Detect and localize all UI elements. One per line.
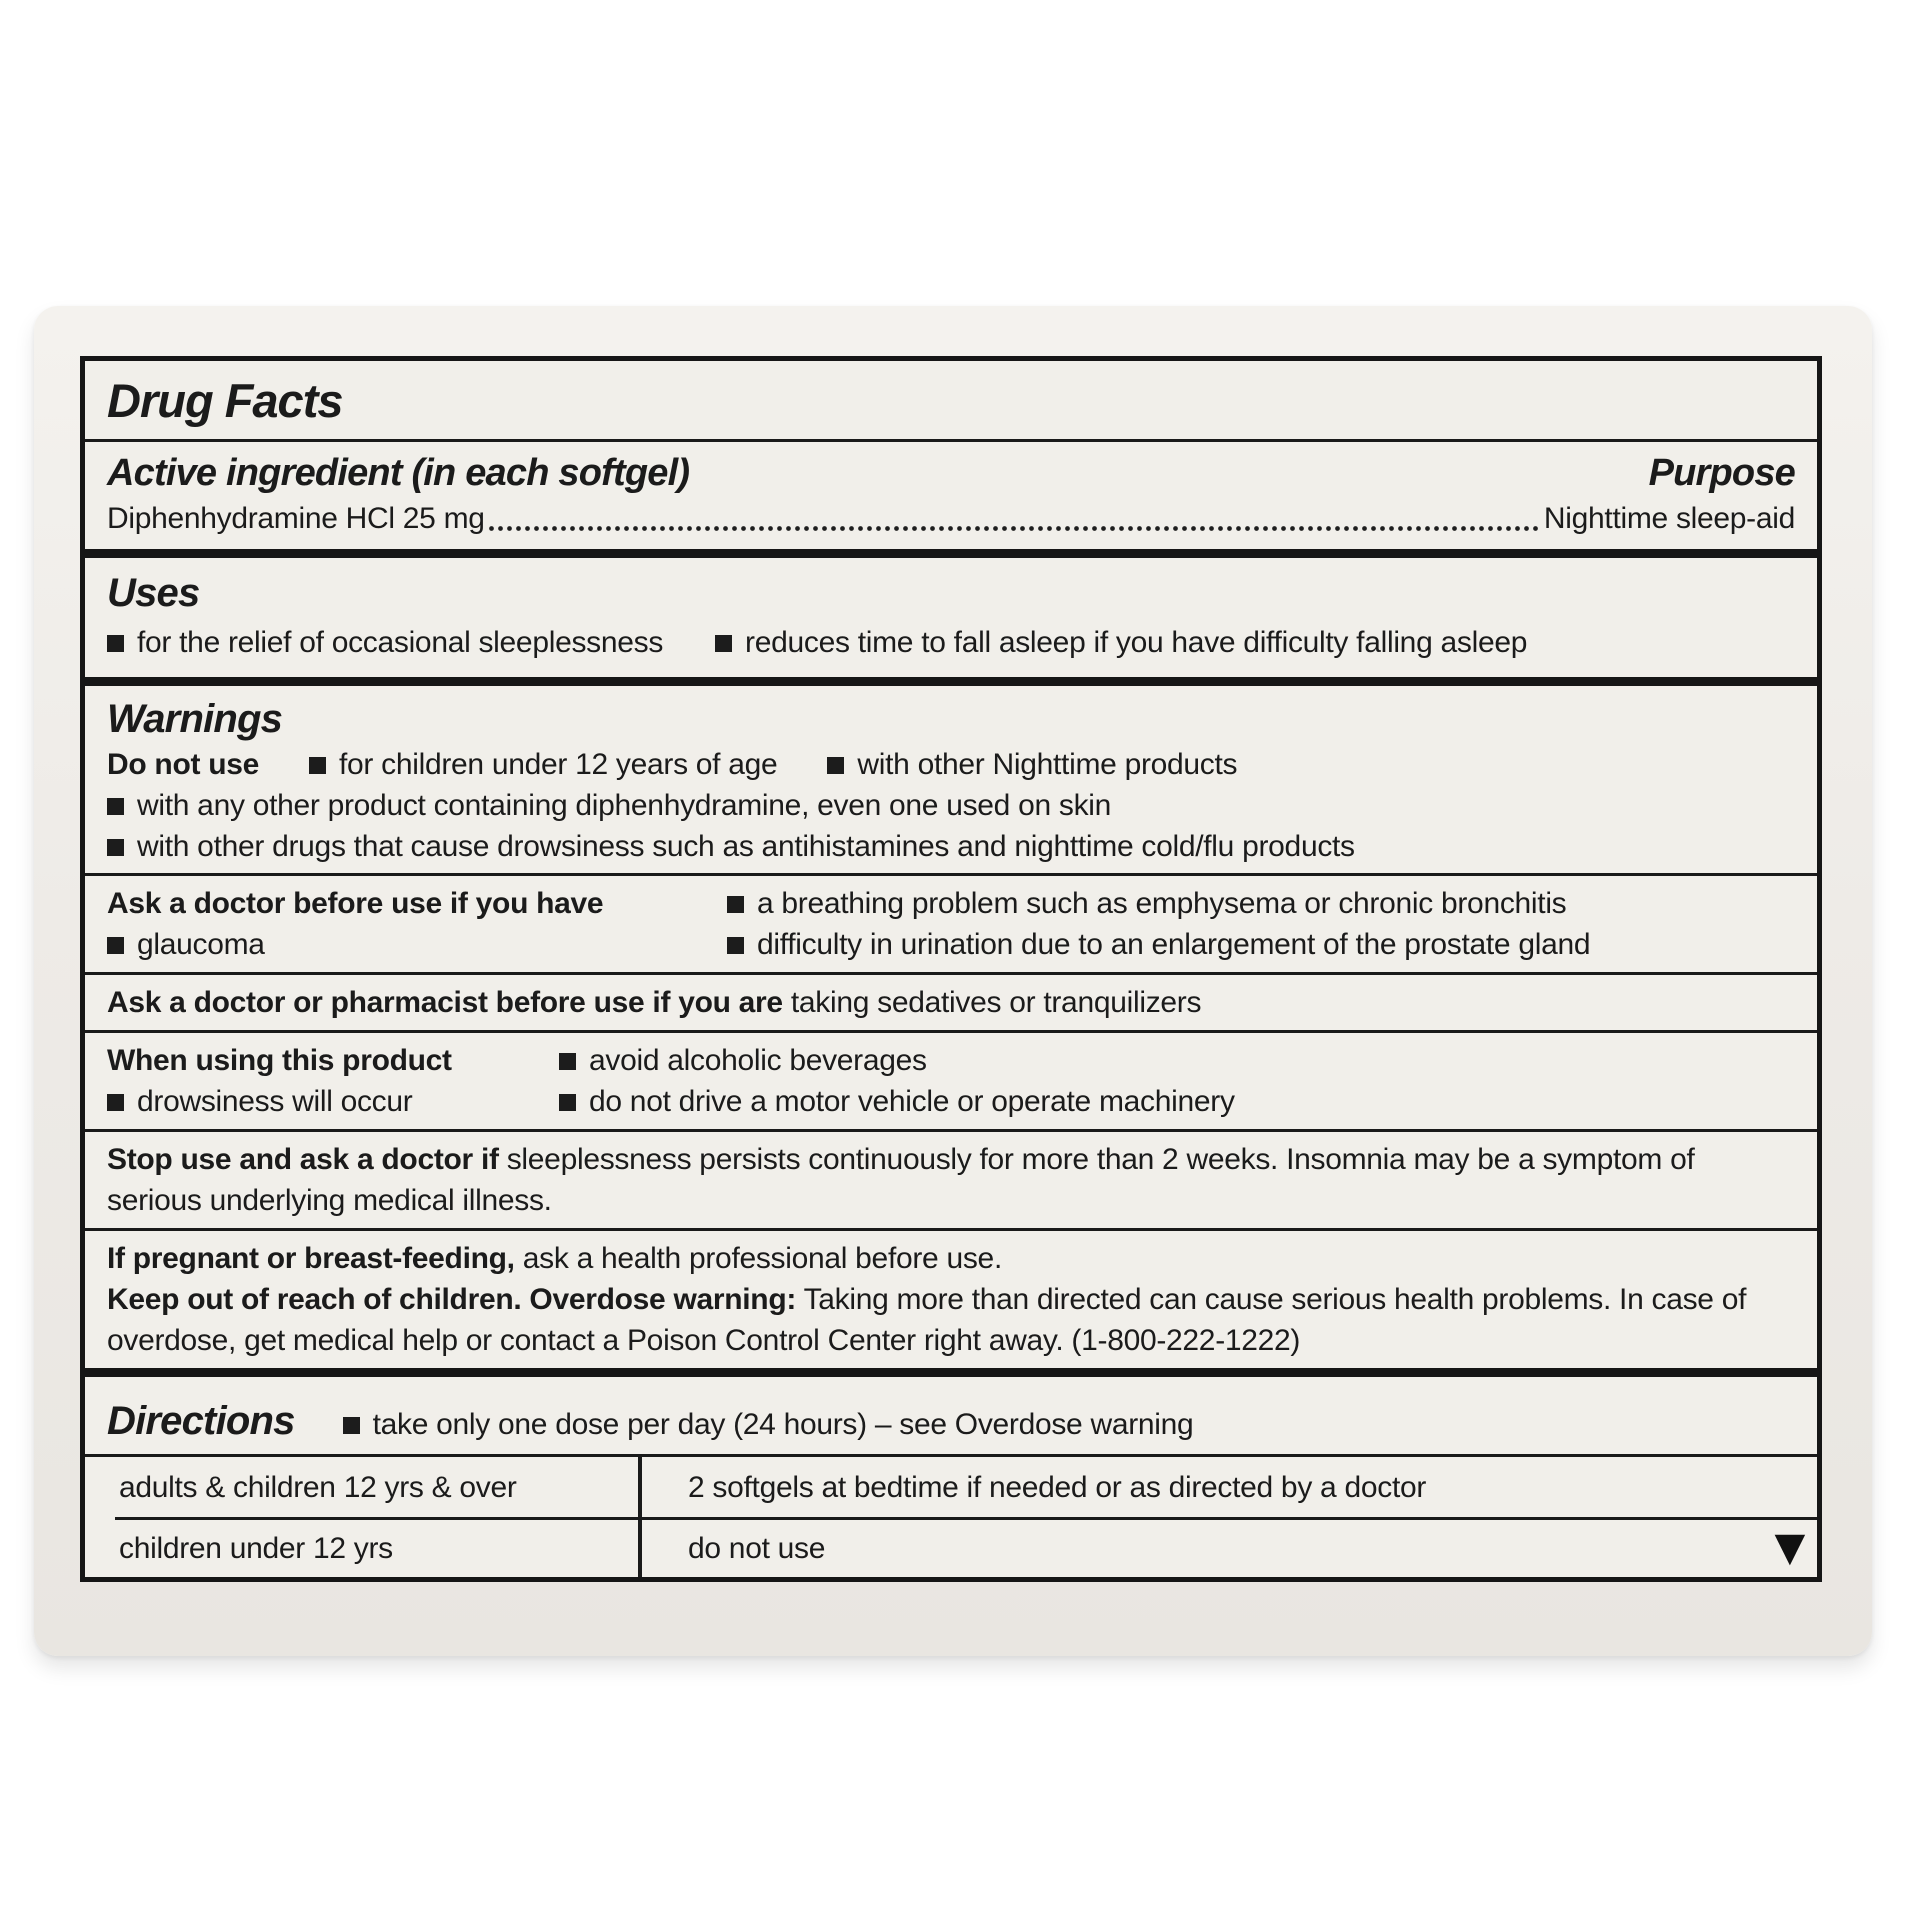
warning-bullet <box>107 1081 559 1122</box>
warning-bullet <box>559 1040 1795 1081</box>
dose-text: do not use <box>688 1532 826 1565</box>
drug-facts-panel <box>80 356 1822 1582</box>
ask-doctor-block <box>85 876 1817 972</box>
keep-out-text: Taking more than directed can cause serious health problems. In case of overdose, get medical help or contact a Poison Control Center right away. (1-800-222-1222) <box>107 1283 1747 1357</box>
directions-note-text: take only one dose per day (24 hours) – see Overdose warning <box>372 1408 1194 1441</box>
warning-bullet <box>107 826 1355 867</box>
dosage-table <box>85 1454 1817 1577</box>
ask-pharmacist-block <box>85 975 1817 1030</box>
dose-cell <box>638 1523 1817 1570</box>
pregnancy-text: ask a health professional before use. <box>522 1242 1002 1275</box>
warning-bullet-text: for children under 12 years of age <box>339 748 778 781</box>
directions-section <box>85 1388 1817 1577</box>
bullet-square-icon <box>343 1417 360 1434</box>
keep-out-block <box>107 1279 1795 1361</box>
ask-pharmacist-label: Ask a doctor or pharmacist before use if you are <box>107 986 783 1019</box>
uses-heading: Uses <box>107 571 200 615</box>
title-section <box>85 361 1817 439</box>
warning-bullet-text: with other Nighttime products <box>857 748 1238 781</box>
dose-cell <box>638 1467 1817 1508</box>
bullet-square-icon <box>107 937 124 954</box>
bullet-square-icon <box>107 839 124 856</box>
warning-bullet-text: do not drive a motor vehicle or operate machinery <box>589 1085 1235 1118</box>
uses-bullet-text: reduces time to fall asleep if you have difficulty falling asleep <box>745 626 1528 659</box>
warning-bullet-text: difficulty in urination due to an enlargement of the prostate gland <box>757 928 1591 961</box>
pregnancy-label: If pregnant or breast-feeding, <box>107 1242 515 1275</box>
warning-bullet <box>559 1081 1795 1122</box>
ask-doctor-label: Ask a doctor before use if you have <box>107 887 604 920</box>
stop-use-text: sleeplessness persists continuously for more than 2 weeks. Insomnia may be a symptom of serious underlying medical illness. <box>107 1143 1695 1217</box>
bullet-square-icon <box>827 757 844 774</box>
bullet-square-icon <box>727 896 744 913</box>
when-using-label: When using this product <box>107 1044 452 1077</box>
bullet-square-icon <box>715 635 732 652</box>
warning-bullet-text: with other drugs that cause drowsiness such as antihistamines and nighttime cold/flu products <box>137 830 1355 863</box>
bullet-square-icon <box>107 798 124 815</box>
uses-section <box>85 558 1817 677</box>
dot-leader <box>487 524 1542 533</box>
stop-use-label: Stop use and ask a doctor if <box>107 1143 499 1176</box>
medicine-box-back <box>34 306 1872 1656</box>
warning-bullet <box>107 924 727 965</box>
warning-bullet <box>309 744 777 785</box>
do-not-use-label: Do not use <box>107 748 259 781</box>
section-bar <box>85 1368 1817 1377</box>
uses-bullet <box>107 622 663 663</box>
warning-bullet-text: avoid alcoholic beverages <box>589 1044 927 1077</box>
active-ingredient-heading: Active ingredient (in each softgel) <box>107 452 690 494</box>
section-bar <box>85 549 1817 558</box>
dose-text: 2 softgels at bedtime if needed or as directed by a doctor <box>688 1470 1427 1504</box>
section-bar <box>85 677 1817 686</box>
uses-bullet <box>715 622 1527 663</box>
bullet-square-icon <box>559 1094 576 1111</box>
fold-marker-icon: ▼ <box>1774 1523 1805 1570</box>
age-group-cell: adults & children 12 yrs & over <box>119 1470 517 1504</box>
directions-note <box>343 1404 1194 1445</box>
when-using-block <box>85 1033 1817 1129</box>
warning-bullet <box>727 924 1795 965</box>
uses-bullet-text: for the relief of occasional sleeplessness <box>137 626 664 659</box>
purpose-heading: Purpose <box>1648 452 1795 494</box>
active-ingredient-section <box>85 442 1817 549</box>
bullet-square-icon <box>107 635 124 652</box>
warning-bullet <box>107 785 1111 826</box>
bullet-square-icon <box>727 937 744 954</box>
age-group-cell: children under 12 yrs <box>119 1532 393 1565</box>
bullet-square-icon <box>107 1094 124 1111</box>
stop-use-block <box>85 1132 1817 1228</box>
table-row <box>85 1520 1817 1577</box>
directions-heading: Directions <box>107 1399 295 1443</box>
keep-out-label: Keep out of reach of children. Overdose warning: <box>107 1283 797 1316</box>
ask-pharmacist-text: taking sedatives or tranquilizers <box>790 986 1202 1019</box>
warning-bullet <box>827 744 1237 785</box>
purpose-value: Nighttime sleep-aid <box>1543 502 1795 535</box>
bullet-square-icon <box>309 757 326 774</box>
warning-bullet <box>727 883 1795 924</box>
table-row <box>85 1457 1817 1517</box>
ingredient-name: Diphenhydramine HCl 25 mg <box>107 502 485 535</box>
warning-bullet-text: a breathing problem such as emphysema or chronic bronchitis <box>757 887 1567 920</box>
warning-bullet-text: drowsiness will occur <box>137 1085 413 1118</box>
warnings-heading: Warnings <box>107 697 283 741</box>
drug-facts-title: Drug Facts <box>107 374 343 427</box>
pregnancy-block <box>85 1231 1817 1368</box>
warning-bullet-text: with any other product containing diphenhydramine, even one used on skin <box>137 789 1112 822</box>
warning-bullet-text: glaucoma <box>137 928 265 961</box>
warnings-section <box>85 686 1817 873</box>
bullet-square-icon <box>559 1053 576 1070</box>
